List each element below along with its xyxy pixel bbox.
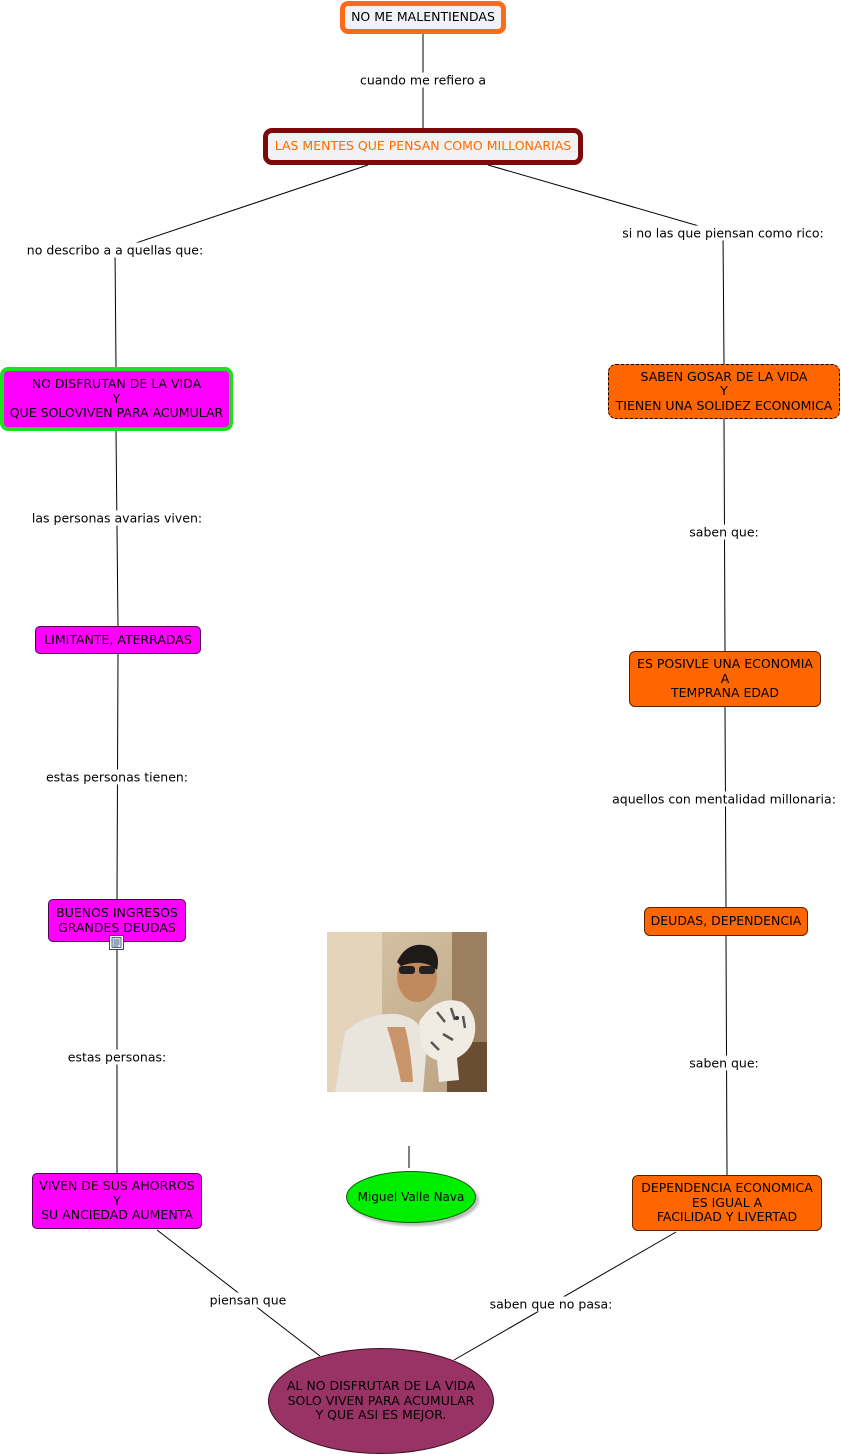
link-label-tienen: estas personas tienen: [43,770,191,785]
concept-dependencia-economica[interactable]: DEPENDENCIA ECONOMICA ES IGUAL A FACILIDAD Y LIVERTAD [632,1175,822,1231]
link-label-personas: estas personas: [65,1050,169,1065]
concept-deudas-dependencia[interactable]: DEUDAS, DEPENDENCIA [644,907,808,936]
concept-no-disfrutan[interactable]: NO DISFRUTAN DE LA VIDA Y QUE SOLOVIVEN PARA ACUMULAR [0,367,233,431]
link-label-no-pasa: saben que no pasa: [487,1297,616,1312]
concept-buenos-ingresos[interactable]: BUENOS INGRESOS GRANDES DEUDAS [48,899,186,942]
link-label-saben-que-1: saben que: [686,525,761,540]
concept-mentes-millonarias[interactable]: LAS MENTES QUE PENSAN COMO MILLONARIAS [263,128,583,165]
link-label-cuando: cuando me refiero a [357,73,489,88]
link-label-avarias: las personas avarias viven: [29,511,205,526]
concept-conclusion[interactable]: AL NO DISFRUTAR DE LA VIDA SOLO VIVEN PARA ACUMULAR Y QUE ASI ES MEJOR. [268,1348,494,1454]
link-label-aquellos: aquellos con mentalidad millonaria: [609,792,839,807]
concept-author[interactable]: Miguel Valle Nava [346,1171,476,1223]
link-label-no-describo: no describo a a quellas que: [24,243,206,258]
concept-saben-gosar[interactable]: SABEN GOSAR DE LA VIDA Y TIENEN UNA SOLIDEZ ECONOMICA [608,364,840,419]
note-icon[interactable] [109,935,124,950]
link-label-saben-que-2: saben que: [686,1056,761,1071]
concept-viven-ahorros[interactable]: VIVEN DE SUS AHORROS Y SU ANCIEDAD AUMENTA [32,1173,202,1229]
link-label-piensan: piensan que [207,1293,290,1308]
link-label-si-no: si no las que piensan como rico: [619,226,826,241]
concept-economia-temprana[interactable]: ES POSIVLE UNA ECONOMIA A TEMPRANA EDAD [629,651,821,707]
person-photo [327,932,487,1092]
concept-no-me-malentiendas[interactable]: NO ME MALENTIENDAS [340,1,506,34]
concept-limitante[interactable]: LIMITANTE, ATERRADAS [35,626,201,654]
